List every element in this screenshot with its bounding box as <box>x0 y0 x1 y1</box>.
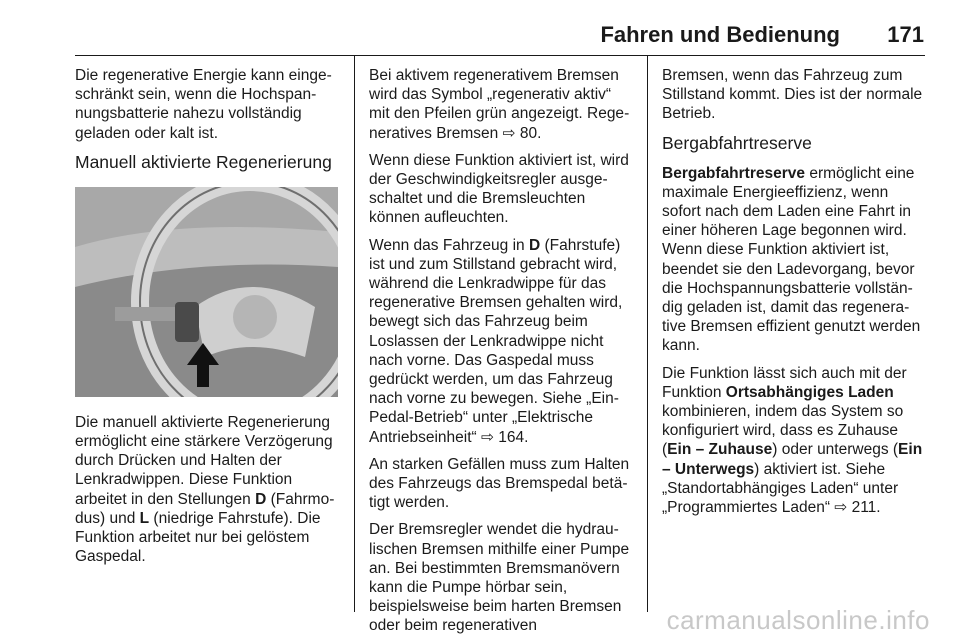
col1-heading: Manuell aktivierte Regenerierung <box>75 151 332 172</box>
column-divider-1 <box>354 56 355 612</box>
col2-paragraph-2: Wenn diese Funktion aktiviert ist, wird der Geschwindigkeitsregler ausgeschaltet und die Bremsleuchten können aufleuchten. <box>369 151 629 227</box>
col1-paragraph-1: Die regenerative Energie kann eingeschränkt sein, wenn die Hochspannungsbatterie nahezu vollständig geladen oder kalt ist. <box>75 67 332 142</box>
col2-paragraph-5: Der Bremsregler wendet die hydraulischen Bremsen mithilfe einer Pumpe an. Bei bestimmten Bremsmanövern kann die Pumpe hörbar sein, beispielsweise beim harten Bremsen oder beim regenerativen <box>369 521 630 635</box>
col2-paragraph-4: An starken Gefällen muss zum Halten des Fahrzeugs das Bremspedal betätigt werden. <box>369 455 630 512</box>
column-2 <box>369 66 632 644</box>
col3-heading: Bergabfahrtreserve <box>662 132 812 153</box>
column-3 <box>662 66 928 525</box>
col2-paragraph-1: Bei aktivem regenerativem Bremsen wird das Symbol „regenerativ aktiv“ mit den Pfeilen grün angezeigt. Regeneratives Bremsen ⇨ 80. <box>369 67 630 142</box>
header-rule <box>75 55 925 56</box>
watermark: carmanualsonline.info <box>666 605 930 635</box>
col2-paragraph-3: Wenn das Fahrzeug in D (Fahrstufe) ist und zum Stillstand gebracht wird, während die Lenkradwippe für das regenerative Bremsen gehalten wird, bewegt sich das Fahrzeug beim Loslassen der Lenkradwippe nicht nach vorne. Das Gaspedal muss gedrückt werden, um das Fahrzeug nach vorne zu bewegen. Siehe „Ein-Pedal-Betrieb“ unter „Elektrische Antriebseinheit“ ⇨ 164. <box>369 236 623 446</box>
col3-paragraph-2: Bergabfahrtreserve ermöglicht eine maximale Energieeffizienz, wenn sofort nach dem Laden eine Fahrt in einer höheren Lage begonnen wird. Wenn diese Funktion aktiviert ist, beendet sie den Ladevorgang, bevor die Hochspannungsbatterie vollständig geladen ist, damit das regenerative Bremsen effizient genutzt werden kann. <box>662 164 921 355</box>
col3-paragraph-3: Die Funktion lässt sich auch mit der Funktion Ortsabhängiges Laden kombinieren, indem das System so konfiguriert wird, dass es Zuhause (Ein – Zuhause) oder unterwegs (Ein – Unterwegs) aktiviert ist. Siehe „Standortabhängiges Laden“ unter „Programmiertes Laden“ ⇨ 211. <box>662 364 923 517</box>
page-number: 171 <box>887 22 924 47</box>
column-1 <box>75 66 341 574</box>
page-header-title: Fahren und Bedienung <box>600 22 840 47</box>
steering-wheel-paddle-illustration <box>75 187 338 397</box>
col1-paragraph-2: Die manuell aktivierte Regenerierung ermöglicht eine stärkere Verzögerung durch Drücken und Halten der Lenkradwippen. Diese Funktion arbeitet in den Stellungen D (Fahrmodus) und L (niedrige Fahrstufe). Die Funktion arbeitet nur bei gelöstem Gaspedal. <box>75 413 335 566</box>
column-divider-2 <box>647 56 648 612</box>
col3-paragraph-1: Bremsen, wenn das Fahrzeug zum Stillstand kommt. Dies ist der normale Betrieb. <box>662 67 923 123</box>
